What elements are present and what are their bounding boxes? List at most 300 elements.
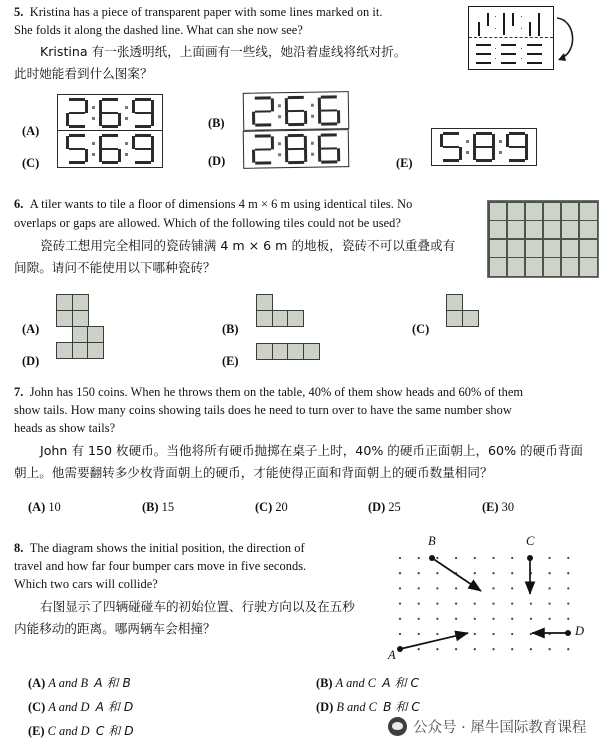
wechat-icon bbox=[388, 717, 407, 736]
option-c-display[interactable] bbox=[57, 130, 163, 168]
floor-tile bbox=[508, 258, 525, 275]
grid-dot bbox=[530, 633, 532, 635]
question-8-zh-line-2: 内能移动的距离。哪两辆车会相撞？ bbox=[14, 621, 216, 636]
grid-dot bbox=[418, 572, 420, 574]
segment-c bbox=[304, 149, 307, 162]
segment-c bbox=[118, 149, 121, 162]
grid-dot bbox=[399, 557, 401, 559]
colon-dot bbox=[499, 140, 502, 143]
paper-dot bbox=[521, 28, 522, 29]
colon-dot bbox=[466, 140, 469, 143]
grid-dot bbox=[511, 572, 513, 574]
segment-g bbox=[509, 146, 525, 149]
question-8-en-line-3: Which two cars will collide? bbox=[14, 577, 158, 591]
segment-d bbox=[255, 124, 271, 127]
segment-c bbox=[304, 111, 307, 124]
q7-option-b-label: (B) bbox=[142, 500, 159, 514]
segment-e bbox=[318, 149, 321, 162]
segment-b bbox=[151, 136, 154, 149]
tile-cell bbox=[87, 342, 104, 359]
car-a-start-point bbox=[397, 646, 403, 652]
segment-a bbox=[69, 134, 85, 137]
segment-a bbox=[102, 98, 118, 101]
question-7-number: 7. bbox=[14, 385, 24, 399]
tile-cell bbox=[56, 342, 73, 359]
tile-cell bbox=[446, 310, 463, 327]
tile-cell bbox=[272, 310, 289, 327]
grid-dot bbox=[474, 572, 476, 574]
colon-dot bbox=[311, 153, 314, 156]
car-label-b: B bbox=[428, 534, 436, 548]
car-d-start-point bbox=[565, 630, 571, 636]
paper-vertical-stroke bbox=[512, 13, 514, 26]
tile-cell bbox=[303, 343, 320, 360]
grid-dot bbox=[511, 587, 513, 589]
seven-segment-colon bbox=[89, 134, 98, 164]
seven-segment-digit-8 bbox=[473, 132, 495, 162]
grid-dot bbox=[548, 602, 550, 604]
question-7-text-line-1 bbox=[14, 384, 523, 402]
segment-a bbox=[69, 98, 85, 101]
segment-a bbox=[102, 134, 118, 137]
q7-option-a-label: (A) bbox=[28, 500, 46, 514]
paper-vertical-stroke bbox=[487, 13, 489, 26]
grid-dot bbox=[418, 618, 420, 620]
q8-option-c-en: A and D bbox=[48, 700, 90, 714]
tile-cell bbox=[72, 342, 89, 359]
colon-dot bbox=[92, 153, 95, 156]
option-label-c: (C) bbox=[22, 156, 40, 170]
option-c-digits bbox=[58, 131, 162, 167]
q7-option-d[interactable] bbox=[368, 500, 401, 515]
seven-segment-colon bbox=[496, 132, 505, 162]
segment-d bbox=[69, 125, 85, 128]
grid-dot bbox=[548, 572, 550, 574]
q8-option-e-en: C and D bbox=[47, 724, 90, 738]
floor-tile bbox=[490, 240, 507, 257]
segment-b bbox=[525, 134, 528, 147]
tile-cell bbox=[287, 310, 304, 327]
q7-option-d-value: 25 bbox=[388, 500, 401, 514]
segment-b bbox=[271, 136, 274, 149]
tile-option-label-b: (B) bbox=[222, 322, 239, 336]
segment-d bbox=[288, 123, 304, 126]
paper-horizontal-stroke bbox=[501, 62, 516, 64]
floor-tile bbox=[526, 203, 543, 220]
grid-dot bbox=[436, 557, 438, 559]
floor-tile bbox=[562, 203, 579, 220]
segment-a bbox=[288, 134, 304, 137]
segment-g bbox=[135, 112, 151, 115]
grid-dot bbox=[399, 572, 401, 574]
segment-e bbox=[99, 113, 102, 126]
grid-dot bbox=[567, 618, 569, 620]
q8-option-e-label: (E) bbox=[28, 724, 45, 738]
grid-dot bbox=[436, 587, 438, 589]
segment-a bbox=[288, 96, 304, 99]
option-b-display[interactable] bbox=[243, 91, 350, 131]
grid-dot bbox=[492, 587, 494, 589]
segment-b bbox=[304, 136, 307, 149]
q7-option-a-value: 10 bbox=[48, 500, 61, 514]
tile-cell bbox=[256, 310, 273, 327]
bumper-cars-svg bbox=[388, 536, 604, 658]
car-b-start-point bbox=[429, 555, 435, 561]
question-8-en-line-1: The diagram shows the initial position, the direction of bbox=[29, 541, 305, 555]
grid-dot bbox=[399, 633, 401, 635]
tile-cell bbox=[287, 343, 304, 360]
car-label-c: C bbox=[526, 534, 535, 548]
seven-segment-colon bbox=[275, 96, 284, 126]
tile-option-label-d: (D) bbox=[22, 354, 40, 368]
question-6-zh-line-1: 瓷砖工想用完全相同的瓷砖铺满 4 m × 6 m 的地板，瓷砖不可以重叠或有 bbox=[40, 238, 456, 253]
seven-segment-digit-5 bbox=[440, 132, 462, 162]
option-a-display[interactable] bbox=[57, 94, 163, 132]
question-5-zh-line-1: Kristina 有一张透明纸，上面画有一些线，她沿着虚线将纸对折。 bbox=[40, 44, 407, 59]
grid-dot bbox=[492, 557, 494, 559]
watermark-text: 公众号 · 犀牛国际教育课程 bbox=[413, 720, 587, 736]
paper-dot bbox=[521, 48, 522, 49]
tile-cell bbox=[272, 343, 289, 360]
segment-a bbox=[509, 132, 525, 135]
seven-segment-colon bbox=[122, 98, 131, 128]
segment-a bbox=[321, 133, 337, 136]
option-label-b: (B) bbox=[208, 116, 225, 130]
grid-dot bbox=[567, 648, 569, 650]
question-7-options bbox=[0, 500, 608, 520]
colon-dot bbox=[92, 106, 95, 109]
grid-dot bbox=[530, 648, 532, 650]
floor-tile bbox=[580, 221, 597, 238]
grid-dot bbox=[511, 633, 513, 635]
q8-option-b[interactable] bbox=[316, 674, 419, 691]
fold-dashed-line bbox=[469, 37, 553, 38]
tiled-floor-grid bbox=[487, 200, 599, 278]
colon-dot bbox=[125, 142, 128, 145]
q7-option-c-value: 20 bbox=[275, 500, 288, 514]
question-5-en-line-2: She folds it along the dashed line. What can she now see? bbox=[14, 23, 303, 37]
floor-tile bbox=[490, 258, 507, 275]
tile-option-label-a: (A) bbox=[22, 322, 40, 336]
segment-d bbox=[102, 161, 118, 164]
question-5-options bbox=[0, 92, 608, 174]
question-8-zh-line-1: 右图显示了四辆碰碰车的初始位置、行驶方向以及在五秒 bbox=[40, 599, 355, 614]
grid-dot bbox=[492, 602, 494, 604]
car-a-arrow bbox=[400, 633, 468, 649]
option-e-digits bbox=[432, 129, 536, 165]
bumper-cars-grid bbox=[388, 534, 604, 662]
floor-tile bbox=[562, 221, 579, 238]
paper-dot bbox=[521, 16, 522, 17]
grid-dot bbox=[548, 648, 550, 650]
seven-segment-digit-6 bbox=[318, 133, 340, 163]
segment-g bbox=[476, 146, 492, 149]
segment-d bbox=[135, 125, 151, 128]
colon-dot bbox=[278, 115, 281, 118]
grid-dot bbox=[418, 587, 420, 589]
floor-tile bbox=[508, 203, 525, 220]
tile-option-label-c: (C) bbox=[412, 322, 430, 336]
q8-option-c-zh: A 和 D bbox=[95, 700, 134, 714]
colon-dot bbox=[125, 106, 128, 109]
segment-g bbox=[443, 146, 459, 149]
q8-option-c-label: (C) bbox=[28, 700, 46, 714]
segment-c bbox=[337, 110, 340, 123]
segment-d bbox=[476, 159, 492, 162]
seven-segment-digit-8 bbox=[285, 134, 307, 164]
grid-dot bbox=[511, 648, 513, 650]
grid-dot bbox=[474, 557, 476, 559]
option-e-display[interactable] bbox=[431, 128, 537, 166]
seven-segment-colon bbox=[89, 98, 98, 128]
segment-c bbox=[118, 113, 121, 126]
q8-option-d[interactable] bbox=[316, 698, 420, 715]
segment-c bbox=[459, 147, 462, 160]
q7-option-e-label: (E) bbox=[482, 500, 499, 514]
floor-tile bbox=[490, 221, 507, 238]
grid-dot bbox=[436, 648, 438, 650]
floor-tile bbox=[562, 240, 579, 257]
segment-g bbox=[69, 112, 85, 115]
segment-e bbox=[252, 150, 255, 163]
colon-dot bbox=[278, 104, 281, 107]
question-5-number: 5. bbox=[14, 5, 24, 19]
grid-dot bbox=[474, 633, 476, 635]
folded-paper-figure bbox=[468, 6, 568, 74]
seven-segment-digit-2 bbox=[252, 96, 274, 126]
question-5-zh-line-2: 此时她能看到什么图案？ bbox=[14, 66, 153, 81]
car-b-arrow bbox=[432, 558, 481, 591]
paper-outline bbox=[468, 6, 554, 70]
floor-tile bbox=[580, 203, 597, 220]
seven-segment-digit-9 bbox=[132, 134, 154, 164]
segment-a bbox=[255, 134, 271, 137]
segment-c bbox=[525, 147, 528, 160]
q8-option-d-en: B and C bbox=[336, 700, 377, 714]
grid-dot bbox=[455, 602, 457, 604]
grid-dot bbox=[567, 587, 569, 589]
grid-dot bbox=[436, 602, 438, 604]
grid-dot bbox=[567, 572, 569, 574]
option-b-digits bbox=[244, 92, 349, 130]
tile-cell bbox=[256, 343, 273, 360]
car-label-d: D bbox=[575, 624, 585, 638]
seven-segment-digit-6 bbox=[99, 134, 121, 164]
question-6-options bbox=[0, 292, 608, 370]
grid-dots bbox=[399, 557, 570, 651]
segment-d bbox=[102, 125, 118, 128]
paper-vertical-stroke bbox=[538, 13, 540, 36]
grid-dot bbox=[418, 602, 420, 604]
grid-dot bbox=[436, 618, 438, 620]
q8-option-a[interactable] bbox=[28, 674, 131, 691]
paper-horizontal-stroke bbox=[476, 53, 491, 55]
colon-dot bbox=[92, 142, 95, 145]
segment-e bbox=[252, 112, 255, 125]
grid-dot bbox=[511, 618, 513, 620]
tile-cell bbox=[72, 310, 89, 327]
tile-cell bbox=[256, 294, 273, 311]
segment-a bbox=[255, 96, 271, 99]
segment-g bbox=[102, 148, 118, 151]
segment-d bbox=[69, 161, 85, 164]
tile-option-label-e: (E) bbox=[222, 354, 239, 368]
paper-horizontal-stroke bbox=[476, 62, 491, 64]
q7-option-c-label: (C) bbox=[255, 500, 273, 514]
floor-tile bbox=[544, 258, 561, 275]
paper-dot bbox=[495, 58, 496, 59]
seven-segment-digit-9 bbox=[506, 132, 528, 162]
option-label-a: (A) bbox=[22, 124, 40, 138]
grid-dot bbox=[455, 648, 457, 650]
question-8-text-line-1 bbox=[14, 540, 305, 558]
colon-dot bbox=[125, 117, 128, 120]
segment-c bbox=[151, 113, 154, 126]
colon-dot bbox=[466, 151, 469, 154]
seven-segment-digit-9 bbox=[132, 98, 154, 128]
q8-option-a-en: A and B bbox=[48, 676, 89, 690]
grid-dot bbox=[474, 618, 476, 620]
option-a-digits bbox=[58, 95, 162, 131]
grid-dot bbox=[492, 633, 494, 635]
q8-option-c[interactable] bbox=[28, 698, 133, 715]
segment-e bbox=[285, 111, 288, 124]
q7-option-b-value: 15 bbox=[161, 500, 175, 514]
q7-option-e-value: 30 bbox=[501, 500, 515, 514]
q8-option-b-en: A and C bbox=[335, 676, 377, 690]
segment-g bbox=[135, 148, 151, 151]
segment-b bbox=[151, 100, 154, 113]
colon-dot bbox=[311, 142, 314, 145]
paper-horizontal-stroke bbox=[476, 44, 491, 46]
paper-horizontal-stroke bbox=[527, 44, 542, 46]
floor-tile bbox=[526, 258, 543, 275]
option-label-e: (E) bbox=[396, 156, 413, 170]
floor-tile bbox=[580, 240, 597, 257]
question-8-number: 8. bbox=[14, 541, 24, 555]
floor-tile bbox=[508, 221, 525, 238]
segment-e bbox=[473, 147, 476, 160]
paper-vertical-stroke bbox=[503, 13, 505, 35]
segment-c bbox=[492, 147, 495, 160]
question-6-zh-line-2: 间隙。请问不能使用以下哪种瓷砖？ bbox=[14, 260, 216, 275]
segment-g bbox=[255, 148, 271, 151]
segment-g bbox=[321, 147, 337, 150]
grid-dot bbox=[492, 572, 494, 574]
q8-option-b-label: (B) bbox=[316, 676, 333, 690]
question-7-zh-line-1: John 有 150 枚硬币。当他将所有硬币抛掷在桌子上时，40% 的硬币正面朝上，60% 的硬币背面 bbox=[40, 443, 584, 458]
question-7-zh-line-2: 朝上。他需要翻转多少枚背面朝上的硬币，才能使得正面和背面朝上的硬币数量相同？ bbox=[14, 465, 493, 480]
floor-tile bbox=[544, 221, 561, 238]
segment-d bbox=[321, 161, 337, 164]
seven-segment-digit-6 bbox=[318, 95, 340, 125]
paper-dot bbox=[495, 48, 496, 49]
grid-dot bbox=[492, 618, 494, 620]
option-d-digits bbox=[244, 130, 349, 168]
segment-g bbox=[102, 112, 118, 115]
paper-horizontal-stroke bbox=[501, 53, 516, 55]
segment-d bbox=[443, 159, 459, 162]
grid-dot bbox=[548, 557, 550, 559]
grid-dot bbox=[455, 587, 457, 589]
paper-dot bbox=[521, 58, 522, 59]
grid-dot bbox=[530, 602, 532, 604]
question-8-en-line-2: travel and how far four bumper cars move in five seconds. bbox=[14, 559, 307, 573]
segment-c bbox=[337, 148, 340, 161]
segment-g bbox=[321, 109, 337, 112]
grid-dot bbox=[418, 557, 420, 559]
colon-dot bbox=[278, 142, 281, 145]
fold-arrow-icon bbox=[554, 12, 580, 64]
q8-option-e-zh: C 和 D bbox=[95, 724, 134, 738]
segment-e bbox=[318, 111, 321, 124]
segment-d bbox=[509, 159, 525, 162]
grid-dot bbox=[399, 618, 401, 620]
question-7-en-line-3: heads as show tails? bbox=[14, 421, 116, 435]
question-6-en-line-2: overlaps or gaps are allowed. Which of the following tiles could not be used? bbox=[14, 216, 401, 230]
question-6-en-line-1: A tiler wants to tile a floor of dimensions 4 m × 6 m using identical tiles. No bbox=[29, 197, 413, 211]
option-d-display[interactable] bbox=[243, 129, 350, 169]
grid-dot bbox=[548, 618, 550, 620]
grid-dot bbox=[474, 602, 476, 604]
question-6-text-line-1 bbox=[14, 196, 412, 214]
seven-segment-digit-5 bbox=[66, 134, 88, 164]
segment-g bbox=[255, 110, 271, 113]
tile-cell bbox=[462, 310, 479, 327]
question-7-en-line-1: John has 150 coins. When he throws them on the table, 40% of them show heads and 60% of them bbox=[29, 385, 524, 399]
segment-d bbox=[255, 162, 271, 165]
seven-segment-colon bbox=[122, 134, 131, 164]
floor-tile bbox=[526, 221, 543, 238]
q8-option-b-zh: A 和 C bbox=[382, 676, 420, 690]
car-c-start-point bbox=[527, 555, 533, 561]
segment-e bbox=[99, 149, 102, 162]
q8-option-a-zh: A 和 B bbox=[94, 676, 131, 690]
grid-dot bbox=[530, 618, 532, 620]
segment-g bbox=[288, 147, 304, 150]
q8-option-e[interactable] bbox=[28, 722, 134, 739]
seven-segment-colon bbox=[308, 134, 317, 164]
grid-dot bbox=[436, 633, 438, 635]
grid-dot bbox=[492, 648, 494, 650]
segment-a bbox=[135, 134, 151, 137]
grid-dot bbox=[511, 557, 513, 559]
segment-b bbox=[85, 100, 88, 113]
floor-tile bbox=[562, 258, 579, 275]
grid-dot bbox=[418, 648, 420, 650]
q7-option-c[interactable] bbox=[255, 500, 288, 515]
q7-option-b[interactable] bbox=[142, 500, 174, 515]
seven-segment-digit-2 bbox=[66, 98, 88, 128]
grid-dot bbox=[455, 557, 457, 559]
option-label-d: (D) bbox=[208, 154, 226, 168]
grid-dot bbox=[511, 602, 513, 604]
floor-tile bbox=[580, 258, 597, 275]
q7-option-e[interactable] bbox=[482, 500, 514, 515]
q7-option-a[interactable] bbox=[28, 500, 61, 515]
segment-g bbox=[288, 109, 304, 112]
paper-dot bbox=[495, 28, 496, 29]
floor-tile bbox=[544, 240, 561, 257]
tile-cell bbox=[72, 326, 89, 343]
seven-segment-colon bbox=[275, 134, 284, 164]
paper-horizontal-stroke bbox=[527, 62, 542, 64]
seven-segment-colon bbox=[308, 96, 317, 126]
tile-cell bbox=[446, 294, 463, 311]
colon-dot bbox=[278, 153, 281, 156]
q8-option-d-label: (D) bbox=[316, 700, 334, 714]
colon-dot bbox=[499, 151, 502, 154]
